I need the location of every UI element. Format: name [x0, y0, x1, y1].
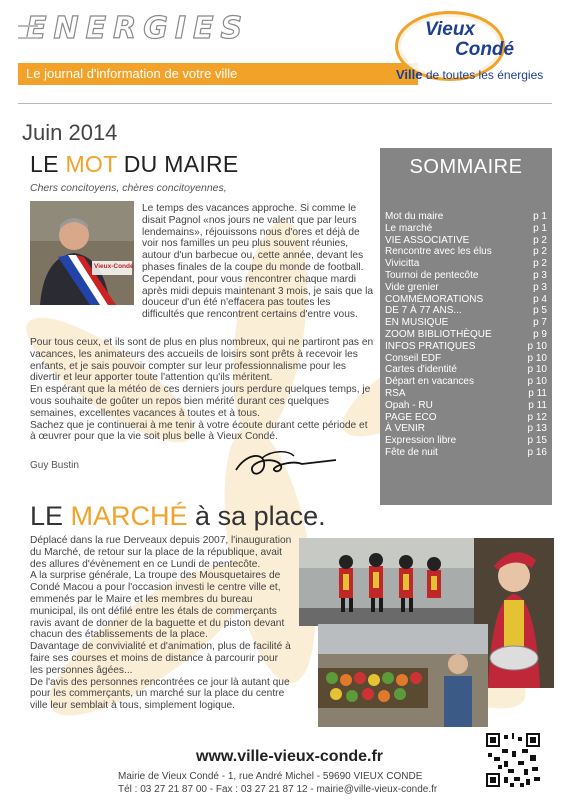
- sommaire-item[interactable]: [385, 341, 547, 353]
- sommaire-item-page: p 5: [533, 305, 547, 317]
- sommaire-item-page: p 12: [527, 411, 547, 423]
- sommaire-item[interactable]: [385, 305, 547, 317]
- sommaire-item-page: p 11: [528, 399, 547, 411]
- footer-contact: Tél : 03 27 21 87 00 - Fax : 03 27 21 87 12 - mairie@ville-vieux-conde.fr: [118, 784, 438, 795]
- sommaire-item-page: p 7: [533, 317, 547, 329]
- sommaire-item-label: PAGE ECO: [385, 411, 437, 423]
- logo-text-conde: Condé: [455, 39, 515, 60]
- sommaire-item[interactable]: [385, 211, 547, 223]
- sommaire-item[interactable]: [385, 364, 547, 376]
- sommaire-item-page: p 10: [527, 376, 547, 388]
- sommaire-item[interactable]: [385, 294, 547, 306]
- website-url[interactable]: www.ville-vieux-conde.fr: [196, 748, 384, 765]
- sommaire-item-page: p 1: [533, 222, 547, 234]
- mot-du-maire-body: Pour tous ceux, et ils sont de plus en plus nombreux, qui ne partiront pas en vacances, les animateurs des accueils de loisirs sont prêts à recevoir les enfants, et je sais pouvoir compter sur leur professionnalisme pour les divertir et leur apporter toute l'attention qu'ils méritent. En espérant que la météo de ces derniers jours perdure quelques temps, je vous souhaite de goûter un repos bien mérité durant ces quelques semaines, excellentes vacances à toutes et à tous. Sachez que je continuerai à me tenir à votre écoute durant cette période et à œuvrer pour que la vie soit plus belle à Vieux Condé.: [30, 337, 374, 443]
- sommaire-item[interactable]: [385, 447, 547, 459]
- sommaire-item-label: EN MUSIQUE: [385, 317, 449, 329]
- sommaire-item-label: À VENIR: [385, 423, 426, 435]
- sommaire-item-page: p 11: [528, 387, 547, 399]
- sommaire-item-page: p 13: [527, 423, 547, 435]
- salutation: Chers concitoyens, chères concitoyennes,: [30, 182, 227, 194]
- sommaire-item-page: p 9: [533, 328, 547, 340]
- sommaire-item[interactable]: [385, 423, 547, 435]
- photo-sign-text: Vieux-Condé: [94, 263, 134, 270]
- sommaire-item[interactable]: [385, 329, 547, 341]
- sommaire-item-page: p 10: [527, 364, 547, 376]
- sommaire-item-label: INFOS PRATIQUES: [385, 340, 476, 352]
- sommaire-item-label: ZOOM BIBLIOTHÈQUE: [385, 328, 492, 340]
- sommaire-item[interactable]: [385, 400, 547, 412]
- sommaire-item-label: RSA: [385, 387, 406, 399]
- sommaire-item-page: p 10: [527, 352, 547, 364]
- sommaire-item-label: Le marché: [385, 222, 433, 234]
- header-divider: [18, 103, 552, 104]
- tagline: Le journal d'information de votre ville: [26, 66, 238, 81]
- signature-name: Guy Bustin: [30, 460, 79, 471]
- marche-title: LE MARCHÉ à sa place.: [30, 501, 326, 531]
- sommaire-item-page: p 15: [527, 435, 547, 447]
- handwritten-signature: [232, 448, 342, 482]
- sommaire-item-page: p 3: [533, 281, 547, 293]
- sommaire-item-page: p 2: [533, 246, 547, 258]
- sommaire-item-page: p 2: [533, 258, 547, 270]
- mot-du-maire-intro: Le temps des vacances approche. Si comme le disait Pagnol «nos jours ne valent que par leurs lendemains», réjouissons nous d'ores et déjà de voir nos familles un peu plus souvent réunies, autour d'un barbecue ou, cette année, devant les phases finales de la coupe du monde de football. Cependant, pour vous rencontrer chaque mardi après midi depuis maintenant 3 mois, je sais que la douceur d'un été n'effacera pas toutes les difficultés que rencontrent certains d'entre vous.: [142, 203, 374, 321]
- qr-code-icon[interactable]: [486, 733, 540, 787]
- sommaire-item-label: COMMÉMORATIONS: [385, 293, 484, 305]
- sommaire-item-label: Cartes d'identité: [385, 364, 457, 376]
- sommaire-item[interactable]: [385, 388, 547, 400]
- sommaire-item[interactable]: [385, 353, 547, 365]
- sommaire-item-label: Rencontre avec les élus: [385, 246, 492, 258]
- sommaire-item[interactable]: [385, 270, 547, 282]
- sommaire-item[interactable]: [385, 435, 547, 447]
- sommaire-item[interactable]: [385, 246, 547, 258]
- issue-date: Juin 2014: [22, 120, 118, 145]
- sommaire-item-label: Opah - RU: [385, 399, 433, 411]
- sommaire-item-page: p 10: [527, 340, 547, 352]
- sommaire-list: [385, 211, 547, 459]
- footer-address: Mairie de Vieux Condé - 1, rue André Michel - 59690 VIEUX CONDE: [118, 771, 423, 782]
- sommaire-item[interactable]: [385, 258, 547, 270]
- market-stall-photo: [318, 624, 488, 727]
- sommaire-item-page: p 16: [527, 446, 547, 458]
- marche-text: Déplacé dans la rue Derveaux depuis 2007, l'inauguration du Marché, de retour sur la place de la république, avait des allures d'évènement en ce Lundi de pentecôte. A la surprise générale, La troupe des Mousquetaires de Condé Macou a pour l'occasion investi le centre ville et, emmenés par le Maire et les membres du bureau municipal, ils ont défilé entre les étals de commerçants ravis avant de donner de la baguette et du piston devant chacun des établissements de la place. Davantage de convivialité et d'animation, plus de facilité à faire ses courses et moins de distance à parcourir pour les personnes âgées... De l'avis des personnes rencontrées ce jour là autant que pour les commerçants, un marché sur la place du centre ville leur semblait à tous, simplement logique.: [30, 535, 292, 712]
- masthead-speed-lines: [18, 11, 338, 50]
- sommaire-item[interactable]: [385, 412, 547, 424]
- parade-photo: [299, 538, 474, 626]
- logo-text-vieux: Vieux: [425, 19, 475, 40]
- sommaire-item[interactable]: [385, 376, 547, 388]
- sommaire-item[interactable]: [385, 235, 547, 247]
- sommaire-item-label: Tournoi de pentecôte: [385, 269, 479, 281]
- sommaire-item-label: DE 7 À 77 ANS...: [385, 305, 462, 317]
- sommaire-item-label: Conseil EDF: [385, 352, 442, 364]
- sommaire-item-label: Départ en vacances: [385, 376, 474, 388]
- sommaire-item[interactable]: [385, 223, 547, 235]
- sommaire-item-label: Fête de nuit: [385, 446, 438, 458]
- sommaire-item-label: VIE ASSOCIATIVE: [385, 234, 470, 246]
- sommaire-item-page: p 4: [533, 293, 547, 305]
- sommaire-item-page: p 2: [533, 234, 547, 246]
- mayor-photo: [30, 201, 134, 305]
- sommaire-item-label: Mot du maire: [385, 211, 444, 222]
- sommaire-item[interactable]: [385, 282, 547, 294]
- logo-slogan: Ville de toutes les énergies: [396, 67, 544, 82]
- masthead-title: ENERGIES: [26, 11, 250, 46]
- sommaire-item-label: Expression libre: [385, 435, 457, 447]
- sommaire-title: SOMMAIRE: [409, 156, 523, 178]
- sommaire-item-page: p 1: [533, 211, 547, 222]
- mot-du-maire-title: LE MOT DU MAIRE: [30, 151, 239, 177]
- sommaire-item-page: p 3: [533, 269, 547, 281]
- sommaire-item-label: Vide grenier: [385, 281, 439, 293]
- sommaire-item[interactable]: [385, 317, 547, 329]
- sommaire-item-label: Vivicitta: [385, 258, 420, 270]
